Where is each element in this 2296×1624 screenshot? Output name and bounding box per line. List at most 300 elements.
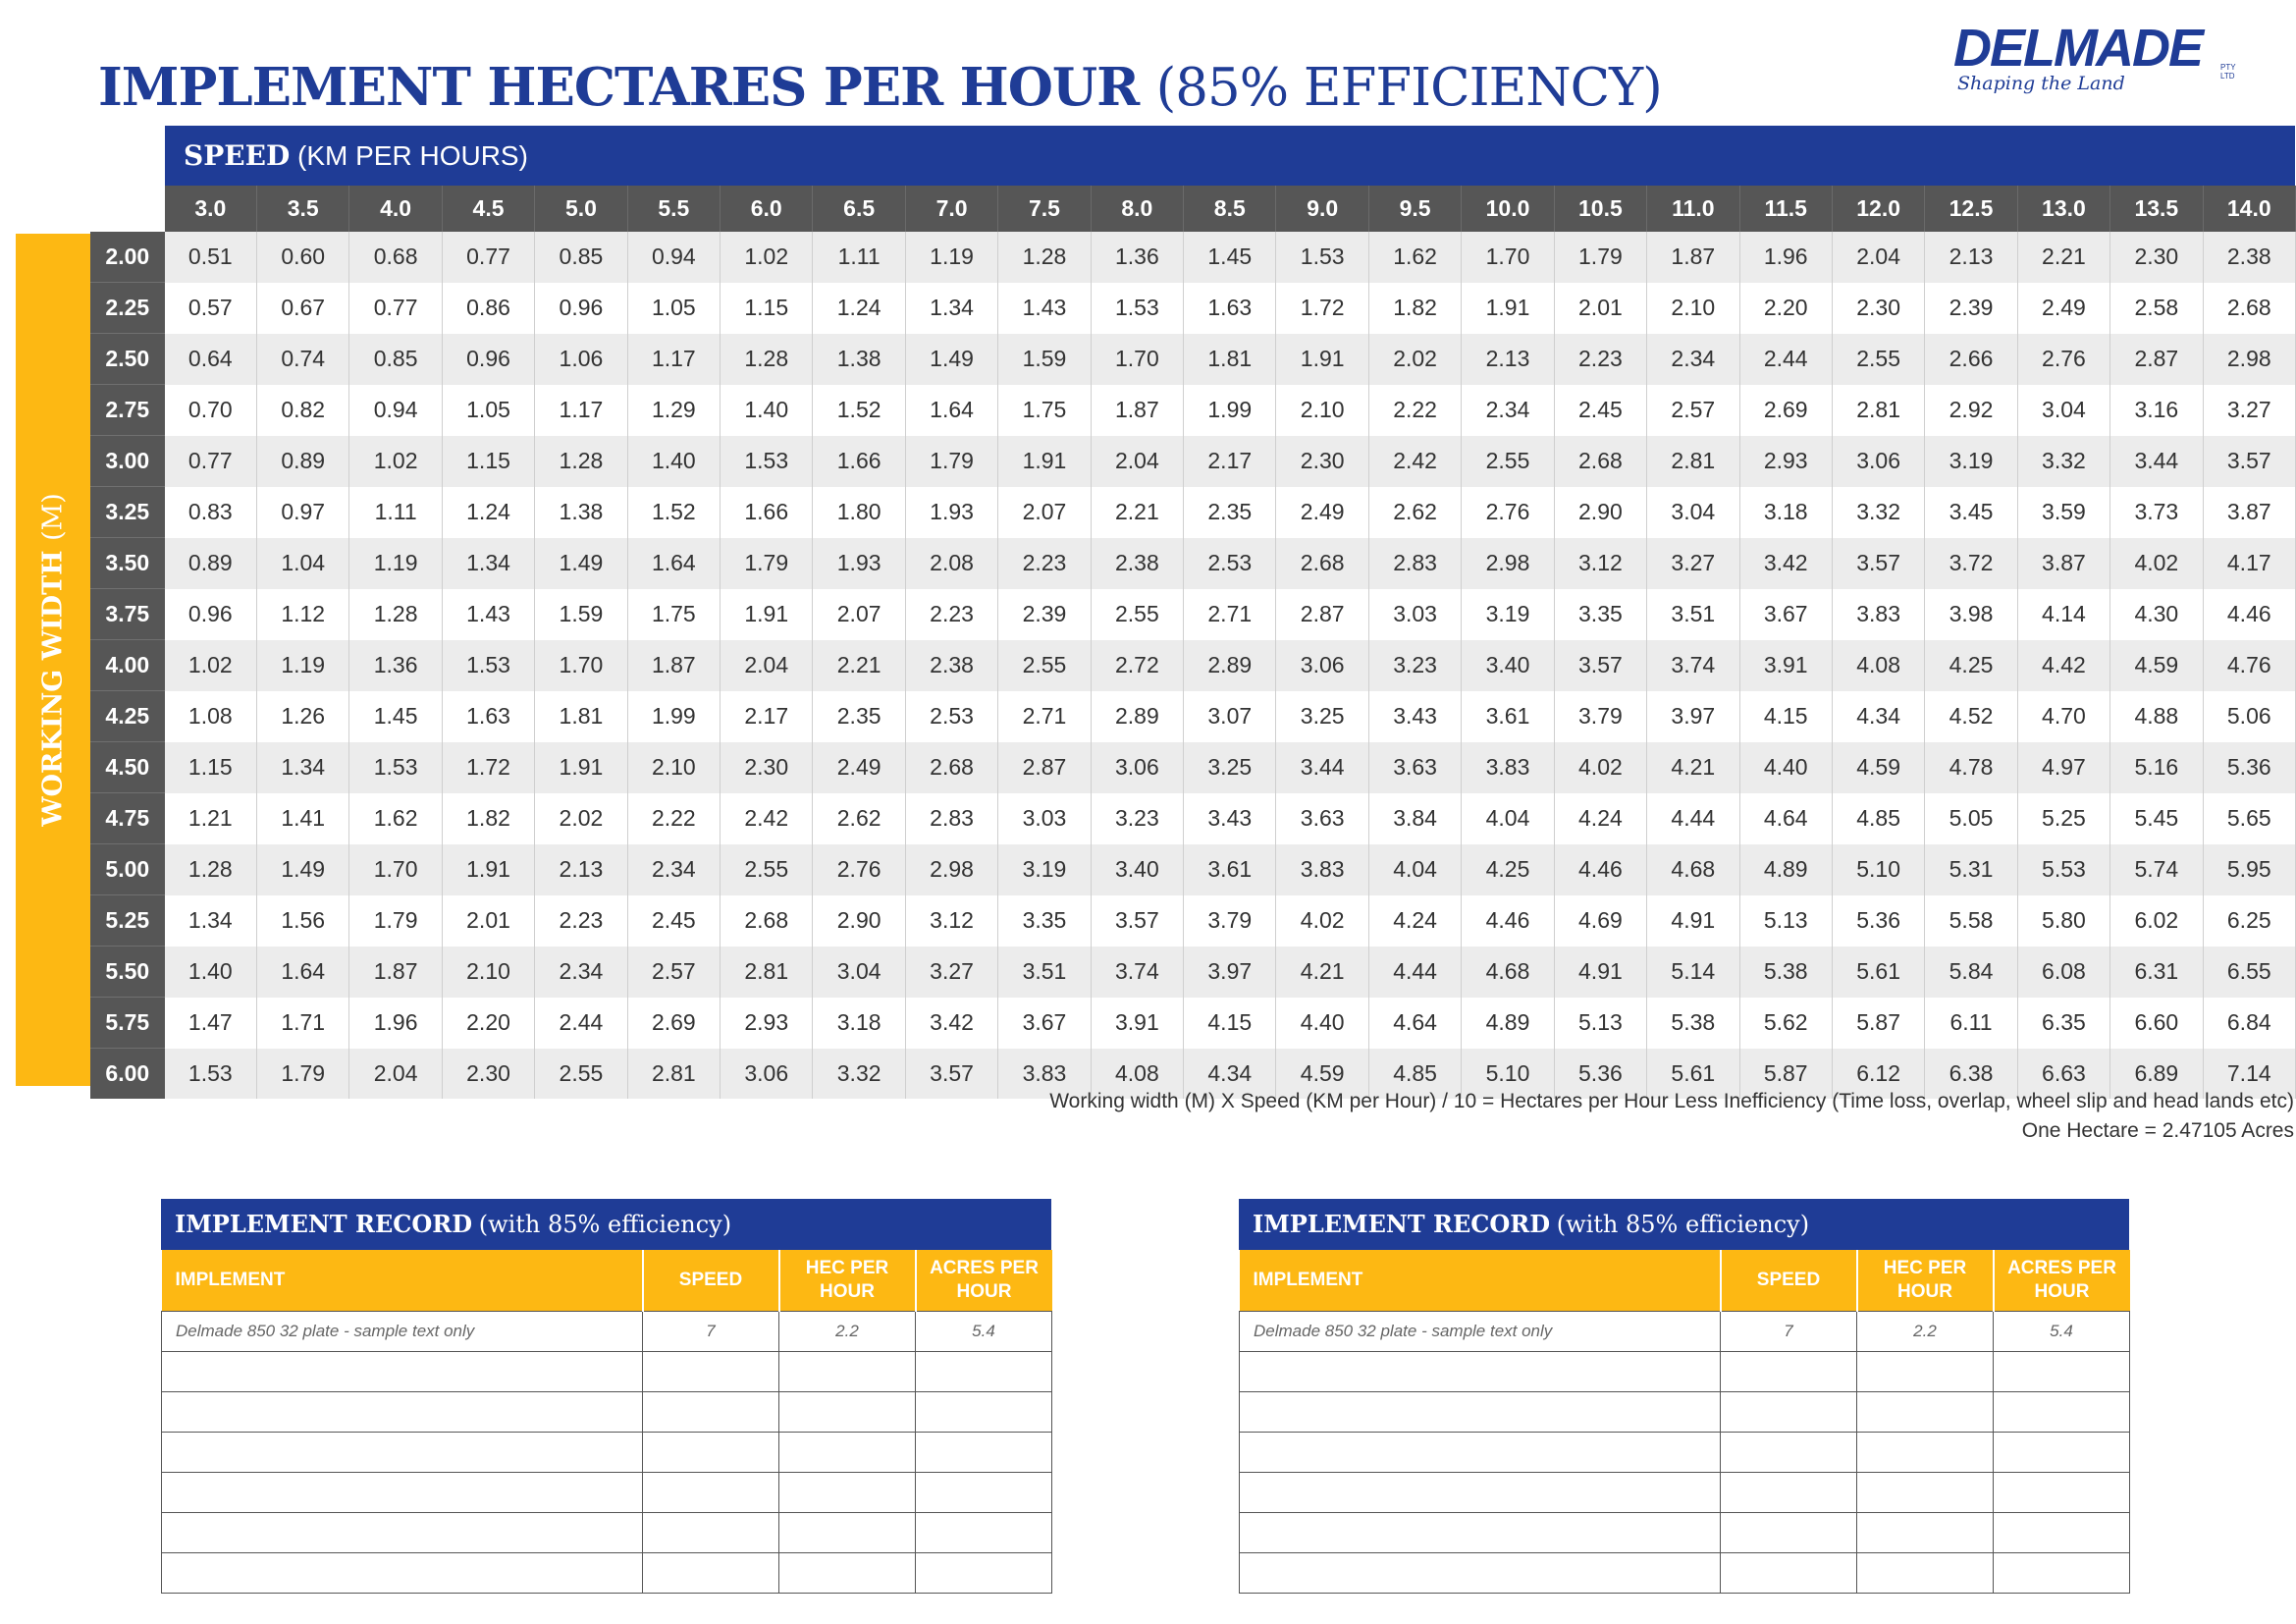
hectares-cell: 3.63 xyxy=(1368,742,1461,793)
hectares-cell: 1.91 xyxy=(721,589,813,640)
hectares-cell: 4.70 xyxy=(2017,691,2109,742)
hectares-cell: 2.39 xyxy=(998,589,1091,640)
hectares-cell: 3.57 xyxy=(1554,640,1646,691)
blank-record-cell[interactable] xyxy=(1721,1433,1857,1473)
hectares-cell: 1.79 xyxy=(1554,232,1646,283)
hectares-cell: 4.89 xyxy=(1739,844,1832,895)
working-width-cell: 6.00 xyxy=(90,1049,165,1100)
hectares-cell: 4.08 xyxy=(1832,640,1924,691)
hectares-cell: 3.44 xyxy=(2110,436,2203,487)
hectares-cell: 1.02 xyxy=(349,436,442,487)
hectares-cell: 1.28 xyxy=(349,589,442,640)
hectares-cell: 1.38 xyxy=(535,487,627,538)
hectares-cell: 2.04 xyxy=(349,1049,442,1100)
hectares-cell: 3.12 xyxy=(1554,538,1646,589)
hectares-cell: 2.58 xyxy=(2110,283,2203,334)
sample-acres[interactable]: 5.4 xyxy=(1994,1312,2130,1352)
hectares-cell: 1.80 xyxy=(813,487,905,538)
hectares-cell: 1.11 xyxy=(813,232,905,283)
hectares-cell: 5.31 xyxy=(1925,844,2017,895)
hectares-cell: 1.56 xyxy=(257,895,349,947)
hectares-cell: 3.44 xyxy=(1276,742,1368,793)
hectares-cell: 6.55 xyxy=(2203,947,2295,998)
hectares-cell: 5.80 xyxy=(2017,895,2109,947)
hectares-cell: 4.46 xyxy=(1462,895,1554,947)
hectares-cell: 3.32 xyxy=(2017,436,2109,487)
hectares-cell: 1.70 xyxy=(349,844,442,895)
col-speed: SPEED xyxy=(643,1250,779,1312)
sample-acres[interactable]: 5.4 xyxy=(916,1312,1052,1352)
blank-record-cell[interactable] xyxy=(643,1473,779,1513)
hectares-cell: 1.38 xyxy=(813,334,905,385)
hectares-cell: 2.21 xyxy=(813,640,905,691)
blank-record-cell[interactable] xyxy=(1240,1392,1721,1433)
hectares-cell: 4.40 xyxy=(1739,742,1832,793)
hectares-cell: 6.02 xyxy=(2110,895,2203,947)
speed-header-cell: 11.0 xyxy=(1647,186,1739,232)
blank-record-cell[interactable] xyxy=(1240,1352,1721,1392)
hectares-cell: 3.25 xyxy=(1276,691,1368,742)
blank-record-cell[interactable] xyxy=(1994,1433,2130,1473)
working-width-cell: 4.75 xyxy=(90,793,165,844)
hectares-cell: 0.86 xyxy=(442,283,534,334)
blank-record-cell[interactable] xyxy=(1994,1513,2130,1553)
hectares-cell: 1.93 xyxy=(813,538,905,589)
hectares-cell: 1.40 xyxy=(627,436,720,487)
blank-record-cell[interactable] xyxy=(1721,1473,1857,1513)
blank-record-cell[interactable] xyxy=(1240,1473,1721,1513)
hectares-cell: 3.42 xyxy=(905,998,997,1049)
hectares-cell: 1.82 xyxy=(1368,283,1461,334)
hectares-cell: 3.83 xyxy=(1276,844,1368,895)
hectares-cell: 0.67 xyxy=(257,283,349,334)
working-width-label xyxy=(38,493,69,827)
hectares-cell: 1.29 xyxy=(627,385,720,436)
hectares-cell: 2.92 xyxy=(1925,385,2017,436)
speed-header-cell: 7.0 xyxy=(905,186,997,232)
hectares-cell: 2.98 xyxy=(2203,334,2295,385)
hectares-cell: 1.91 xyxy=(1462,283,1554,334)
hectares-cell: 2.89 xyxy=(1184,640,1276,691)
hectares-cell: 2.72 xyxy=(1091,640,1183,691)
blank-record-cell[interactable] xyxy=(916,1352,1052,1392)
hectares-cell: 3.61 xyxy=(1184,844,1276,895)
hectares-cell: 2.57 xyxy=(627,947,720,998)
hectares-cell: 4.44 xyxy=(1368,947,1461,998)
hectares-cell: 1.64 xyxy=(905,385,997,436)
hectares-cell: 5.25 xyxy=(2017,793,2109,844)
hectares-cell: 2.44 xyxy=(535,998,627,1049)
hectares-cell: 4.64 xyxy=(1368,998,1461,1049)
blank-record-cell[interactable] xyxy=(779,1392,916,1433)
hectares-cell: 1.66 xyxy=(813,436,905,487)
speed-header-bold: SPEED xyxy=(184,139,291,172)
record-title-efficiency: (with 85% efficiency) xyxy=(1556,1211,1810,1238)
hectares-cell: 1.62 xyxy=(349,793,442,844)
hectares-cell: 1.11 xyxy=(349,487,442,538)
hectares-cell: 2.04 xyxy=(721,640,813,691)
hectares-cell: 0.82 xyxy=(257,385,349,436)
blank-record-cell[interactable] xyxy=(779,1473,916,1513)
hectares-cell: 4.08 xyxy=(1091,1049,1183,1100)
hectares-cell: 2.81 xyxy=(627,1049,720,1100)
hectares-cell: 2.49 xyxy=(813,742,905,793)
hectares-cell: 1.62 xyxy=(1368,232,1461,283)
hectares-cell: 3.79 xyxy=(1184,895,1276,947)
hectares-cell: 2.30 xyxy=(442,1049,534,1100)
hectares-cell: 2.10 xyxy=(442,947,534,998)
speed-header-cell: 4.5 xyxy=(442,186,534,232)
hectares-cell: 4.40 xyxy=(1276,998,1368,1049)
hectares-cell: 3.19 xyxy=(1925,436,2017,487)
blank-record-row xyxy=(162,1553,1052,1594)
hectares-cell: 3.57 xyxy=(1091,895,1183,947)
hectares-cell: 3.27 xyxy=(905,947,997,998)
blank-record-cell[interactable] xyxy=(1857,1433,1994,1473)
hectares-cell: 2.34 xyxy=(1462,385,1554,436)
hectares-cell: 2.17 xyxy=(1184,436,1276,487)
record-header-row xyxy=(1240,1250,2130,1312)
speed-header-cell: 11.5 xyxy=(1739,186,1832,232)
working-width-cell: 4.25 xyxy=(90,691,165,742)
hectares-cell: 2.93 xyxy=(721,998,813,1049)
hectares-cell: 2.83 xyxy=(1368,538,1461,589)
delmade-logo xyxy=(1953,19,2248,100)
blank-record-cell[interactable] xyxy=(162,1513,643,1553)
speed-header-cell: 4.0 xyxy=(349,186,442,232)
working-width-label-unit: (M) xyxy=(37,493,69,541)
hectares-cell: 1.71 xyxy=(257,998,349,1049)
hectares-cell: 2.08 xyxy=(905,538,997,589)
hectares-cell: 4.59 xyxy=(1832,742,1924,793)
hectares-cell: 6.08 xyxy=(2017,947,2109,998)
col-acres-per-hour: ACRES PER HOUR xyxy=(1994,1250,2130,1312)
hectares-cell: 6.25 xyxy=(2203,895,2295,947)
hectares-cell: 5.10 xyxy=(1832,844,1924,895)
blank-record-cell[interactable] xyxy=(779,1433,916,1473)
hectares-cell: 1.87 xyxy=(1091,385,1183,436)
sample-speed[interactable]: 7 xyxy=(1721,1312,1857,1352)
speed-header-cell: 10.0 xyxy=(1462,186,1554,232)
hectares-cell: 2.76 xyxy=(1462,487,1554,538)
working-width-cell: 2.25 xyxy=(90,283,165,334)
hectares-cell: 1.06 xyxy=(535,334,627,385)
record-table xyxy=(1239,1250,2130,1594)
hectares-cell: 1.63 xyxy=(1184,283,1276,334)
hectares-cell: 0.64 xyxy=(165,334,257,385)
blank-record-cell[interactable] xyxy=(1240,1513,1721,1553)
working-width-cell: 4.50 xyxy=(90,742,165,793)
blank-record-cell[interactable] xyxy=(916,1553,1052,1594)
hectares-cell: 2.57 xyxy=(1647,385,1739,436)
hectares-cell: 3.83 xyxy=(998,1049,1091,1100)
hectares-cell: 1.21 xyxy=(165,793,257,844)
blank-record-cell[interactable] xyxy=(1721,1352,1857,1392)
hectares-cell: 0.85 xyxy=(535,232,627,283)
hectares-cell: 4.85 xyxy=(1368,1049,1461,1100)
hectares-cell: 4.02 xyxy=(2110,538,2203,589)
blank-record-cell[interactable] xyxy=(1240,1553,1721,1594)
table-row xyxy=(90,844,2296,895)
blank-record-cell[interactable] xyxy=(1994,1553,2130,1594)
blank-record-cell[interactable] xyxy=(916,1392,1052,1433)
working-width-cell: 5.75 xyxy=(90,998,165,1049)
blank-record-cell[interactable] xyxy=(1857,1473,1994,1513)
hectares-cell: 2.42 xyxy=(1368,436,1461,487)
hectares-cell: 6.38 xyxy=(1925,1049,2017,1100)
hectares-cell: 4.89 xyxy=(1462,998,1554,1049)
logo-tagline: Shaping the Land xyxy=(1957,73,2125,94)
speed-header-cell: 8.5 xyxy=(1184,186,1276,232)
blank-record-cell[interactable] xyxy=(643,1392,779,1433)
hectares-cell: 4.85 xyxy=(1832,793,1924,844)
hectares-cell: 1.05 xyxy=(442,385,534,436)
blank-record-cell[interactable] xyxy=(916,1433,1052,1473)
hectares-cell: 1.70 xyxy=(1462,232,1554,283)
hectares-cell: 1.08 xyxy=(165,691,257,742)
hectares-cell: 3.63 xyxy=(1276,793,1368,844)
hectares-cell: 1.87 xyxy=(627,640,720,691)
hectares-cell: 0.96 xyxy=(442,334,534,385)
hectares-cell: 5.06 xyxy=(2203,691,2295,742)
blank-record-cell[interactable] xyxy=(1994,1352,2130,1392)
hectares-cell: 2.10 xyxy=(1647,283,1739,334)
hectares-cell: 3.98 xyxy=(1925,589,2017,640)
hectares-cell: 2.38 xyxy=(2203,232,2295,283)
working-width-cell: 2.50 xyxy=(90,334,165,385)
hectares-cell: 4.68 xyxy=(1647,844,1739,895)
blank-record-row xyxy=(1240,1473,2130,1513)
hectares-cell: 4.04 xyxy=(1368,844,1461,895)
speed-header-cell: 9.0 xyxy=(1276,186,1368,232)
blank-record-cell[interactable] xyxy=(1857,1553,1994,1594)
page-title-bold: IMPLEMENT HECTARES PER HOUR xyxy=(98,57,1140,118)
hectares-cell: 1.15 xyxy=(721,283,813,334)
hectares-cell: 5.61 xyxy=(1647,1049,1739,1100)
blank-record-cell[interactable] xyxy=(1240,1433,1721,1473)
hectares-cell: 1.99 xyxy=(627,691,720,742)
hectares-cell: 2.04 xyxy=(1832,232,1924,283)
hectares-cell: 1.91 xyxy=(998,436,1091,487)
blank-record-cell[interactable] xyxy=(1721,1513,1857,1553)
hectares-cell: 1.70 xyxy=(1091,334,1183,385)
hectares-cell: 2.01 xyxy=(1554,283,1646,334)
hectares-cell: 2.68 xyxy=(721,895,813,947)
hectares-cell: 2.07 xyxy=(998,487,1091,538)
hectares-cell: 4.46 xyxy=(1554,844,1646,895)
hectares-cell: 1.96 xyxy=(1739,232,1832,283)
speed-header-cell: 6.0 xyxy=(721,186,813,232)
hectares-cell: 2.23 xyxy=(535,895,627,947)
hectares-cell: 5.61 xyxy=(1832,947,1924,998)
hectares-cell: 3.74 xyxy=(1091,947,1183,998)
blank-record-cell[interactable] xyxy=(162,1553,643,1594)
speed-header-cell: 8.0 xyxy=(1091,186,1183,232)
hectares-cell: 4.15 xyxy=(1739,691,1832,742)
hectares-cell: 5.45 xyxy=(2110,793,2203,844)
hectares-cell: 2.93 xyxy=(1739,436,1832,487)
hectares-cell: 3.25 xyxy=(1184,742,1276,793)
hectares-cell: 2.62 xyxy=(813,793,905,844)
hectares-cell: 1.45 xyxy=(349,691,442,742)
hectares-cell: 0.94 xyxy=(349,385,442,436)
blank-record-cell[interactable] xyxy=(779,1513,916,1553)
hectares-cell: 2.55 xyxy=(535,1049,627,1100)
hectares-cell: 2.71 xyxy=(998,691,1091,742)
working-width-cell: 5.25 xyxy=(90,895,165,947)
hectares-cell: 2.22 xyxy=(627,793,720,844)
blank-record-cell[interactable] xyxy=(1994,1392,2130,1433)
blank-record-row xyxy=(1240,1433,2130,1473)
hectares-cell: 1.87 xyxy=(1647,232,1739,283)
working-width-cell: 2.75 xyxy=(90,385,165,436)
hectares-cell: 2.55 xyxy=(1832,334,1924,385)
hectares-cell: 5.74 xyxy=(2110,844,2203,895)
blank-record-row xyxy=(1240,1513,2130,1553)
hectares-cell: 5.13 xyxy=(1739,895,1832,947)
hectares-cell: 3.07 xyxy=(1184,691,1276,742)
hectares-cell: 2.20 xyxy=(442,998,534,1049)
blank-record-cell[interactable] xyxy=(1994,1473,2130,1513)
table-corner xyxy=(90,186,165,232)
hectares-cell: 3.57 xyxy=(905,1049,997,1100)
blank-record-cell[interactable] xyxy=(643,1433,779,1473)
hectares-cell: 1.02 xyxy=(165,640,257,691)
hectares-cell: 5.05 xyxy=(1925,793,2017,844)
hectares-cell: 3.79 xyxy=(1554,691,1646,742)
hectares-cell: 2.34 xyxy=(1647,334,1739,385)
sample-hec[interactable]: 2.2 xyxy=(779,1312,916,1352)
hectares-cell: 1.17 xyxy=(535,385,627,436)
hectares-cell: 2.20 xyxy=(1739,283,1832,334)
hectares-cell: 2.68 xyxy=(905,742,997,793)
sample-speed[interactable]: 7 xyxy=(643,1312,779,1352)
hectares-cell: 7.14 xyxy=(2203,1049,2295,1100)
hectares-cell: 2.55 xyxy=(1462,436,1554,487)
implement-record-left xyxy=(161,1199,1051,1594)
blank-record-cell[interactable] xyxy=(1857,1392,1994,1433)
hectares-cell: 3.51 xyxy=(998,947,1091,998)
hectares-cell: 1.24 xyxy=(442,487,534,538)
hectares-cell: 6.89 xyxy=(2110,1049,2203,1100)
hectares-cell: 1.79 xyxy=(257,1049,349,1100)
hectares-cell: 1.24 xyxy=(813,283,905,334)
hectares-cell: 2.21 xyxy=(2017,232,2109,283)
hectares-cell: 2.81 xyxy=(1832,385,1924,436)
hectares-cell: 1.91 xyxy=(535,742,627,793)
hectares-cell: 1.47 xyxy=(165,998,257,1049)
hectares-cell: 2.87 xyxy=(998,742,1091,793)
hectares-cell: 4.64 xyxy=(1739,793,1832,844)
blank-record-cell[interactable] xyxy=(643,1553,779,1594)
hectares-cell: 3.87 xyxy=(2017,538,2109,589)
hectares-cell: 3.67 xyxy=(998,998,1091,1049)
table-row xyxy=(90,640,2296,691)
hectares-cell: 1.53 xyxy=(1276,232,1368,283)
hectares-cell: 1.52 xyxy=(813,385,905,436)
hectares-cell: 2.23 xyxy=(1554,334,1646,385)
hectares-cell: 2.35 xyxy=(1184,487,1276,538)
hectares-cell: 1.36 xyxy=(349,640,442,691)
hectares-cell: 6.12 xyxy=(1832,1049,1924,1100)
blank-record-cell[interactable] xyxy=(1857,1513,1994,1553)
hectares-cell: 2.81 xyxy=(721,947,813,998)
hectares-cell: 2.02 xyxy=(1368,334,1461,385)
formula-note: Working width (M) X Speed (KM per Hour) / 10 = Hectares per Hour Less Inefficiency (Time loss, overlap, wheel slip and head lands etc) xyxy=(1049,1090,2294,1112)
blank-record-cell[interactable] xyxy=(779,1553,916,1594)
hectares-cell: 2.30 xyxy=(1276,436,1368,487)
blank-record-row xyxy=(1240,1553,2130,1594)
blank-record-cell[interactable] xyxy=(643,1352,779,1392)
hectares-cell: 6.60 xyxy=(2110,998,2203,1049)
blank-record-cell[interactable] xyxy=(162,1433,643,1473)
blank-record-cell[interactable] xyxy=(1721,1553,1857,1594)
blank-record-cell[interactable] xyxy=(916,1513,1052,1553)
hectares-cell: 1.05 xyxy=(627,283,720,334)
record-header-row xyxy=(162,1250,1052,1312)
blank-record-cell[interactable] xyxy=(162,1392,643,1433)
hectares-cell: 0.89 xyxy=(257,436,349,487)
hectares-cell: 3.04 xyxy=(2017,385,2109,436)
blank-record-cell[interactable] xyxy=(1721,1392,1857,1433)
hectares-cell: 1.43 xyxy=(442,589,534,640)
sample-implement[interactable]: Delmade 850 32 plate - sample text only xyxy=(1240,1312,1721,1352)
blank-record-cell[interactable] xyxy=(916,1473,1052,1513)
blank-record-cell[interactable] xyxy=(162,1352,643,1392)
blank-record-cell[interactable] xyxy=(643,1513,779,1553)
hectares-cell: 0.96 xyxy=(165,589,257,640)
hectares-cell: 2.13 xyxy=(1925,232,2017,283)
sample-implement[interactable]: Delmade 850 32 plate - sample text only xyxy=(162,1312,643,1352)
hectares-cell: 2.21 xyxy=(1091,487,1183,538)
hectares-cell: 6.35 xyxy=(2017,998,2109,1049)
hectares-cell: 5.13 xyxy=(1554,998,1646,1049)
hectares-cell: 1.59 xyxy=(535,589,627,640)
hectares-cell: 1.81 xyxy=(1184,334,1276,385)
speed-header-band xyxy=(165,126,2295,186)
sample-hec[interactable]: 2.2 xyxy=(1857,1312,1994,1352)
table-row xyxy=(90,538,2296,589)
hectares-cell: 5.58 xyxy=(1925,895,2017,947)
hectares-cell: 2.66 xyxy=(1925,334,2017,385)
sample-row xyxy=(162,1312,1052,1352)
speed-header-cell: 12.5 xyxy=(1925,186,2017,232)
speed-header-unit: (KM PER HOURS) xyxy=(297,140,528,171)
hectares-cell: 1.72 xyxy=(442,742,534,793)
blank-record-cell[interactable] xyxy=(162,1473,643,1513)
hectares-cell: 3.04 xyxy=(813,947,905,998)
hectares-cell: 2.90 xyxy=(1554,487,1646,538)
hectares-cell: 1.19 xyxy=(349,538,442,589)
blank-record-cell[interactable] xyxy=(1857,1352,1994,1392)
hectares-cell: 2.81 xyxy=(1647,436,1739,487)
working-width-cell: 3.25 xyxy=(90,487,165,538)
hectares-cell: 1.15 xyxy=(165,742,257,793)
blank-record-cell[interactable] xyxy=(779,1352,916,1392)
hectares-cell: 1.17 xyxy=(627,334,720,385)
hectares-cell: 0.97 xyxy=(257,487,349,538)
hectares-cell: 3.43 xyxy=(1368,691,1461,742)
hectares-cell: 5.53 xyxy=(2017,844,2109,895)
hectares-cell: 1.53 xyxy=(1091,283,1183,334)
hectares-cell: 3.57 xyxy=(2203,436,2295,487)
hectares-cell: 1.40 xyxy=(721,385,813,436)
hectares-cell: 4.24 xyxy=(1368,895,1461,947)
table-row xyxy=(90,385,2296,436)
hectares-cell: 3.97 xyxy=(1184,947,1276,998)
hectares-cell: 4.42 xyxy=(2017,640,2109,691)
hectares-cell: 2.69 xyxy=(627,998,720,1049)
